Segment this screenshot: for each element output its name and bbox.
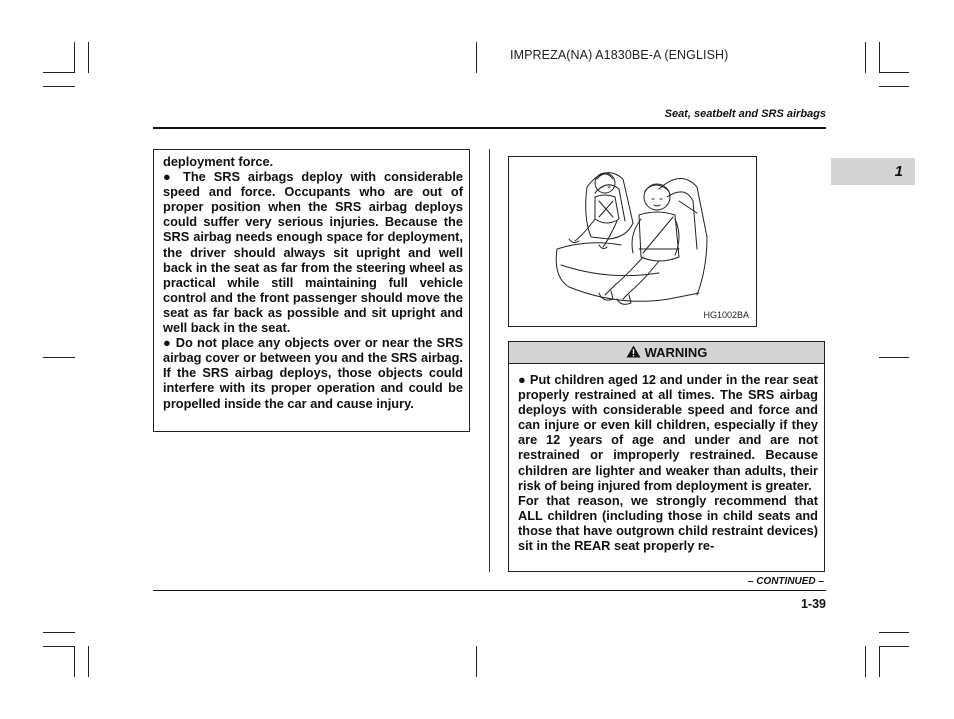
caution-text-box	[153, 149, 470, 432]
crop-mark	[74, 42, 75, 73]
crop-mark	[88, 646, 89, 677]
crop-mark	[43, 632, 75, 633]
section-title: Seat, seatbelt and SRS airbags	[664, 108, 826, 120]
warning-body	[509, 364, 824, 553]
column-divider	[489, 149, 490, 572]
crop-mark	[476, 42, 477, 73]
crop-mark	[476, 646, 477, 677]
child-seat-illustration	[509, 157, 756, 326]
paragraph: deployment force.	[163, 154, 274, 169]
continued-label: – CONTINUED –	[747, 576, 824, 587]
crop-mark	[879, 646, 909, 647]
crop-mark	[879, 42, 880, 73]
crop-mark	[43, 86, 75, 87]
paragraph: For that reason, we strongly recommend that ALL children (including those in child seats and those that have outgrown child restraint devices) sit in the REAR seat properly re-	[518, 492, 818, 554]
paragraph: ● Do not place any objects over or near the SRS airbag cover or between you and the SRS airbag. If the SRS airbag deploys, those objects could interfere with its proper operation and could be propelled inside the car and cause injury.	[163, 335, 463, 411]
page-number: 1-39	[800, 597, 826, 611]
crop-mark	[43, 357, 75, 358]
header-rule	[153, 127, 826, 129]
warning-triangle-icon	[626, 345, 641, 358]
chapter-tab: 1	[831, 158, 915, 185]
crop-mark	[43, 646, 75, 647]
crop-mark	[865, 42, 866, 73]
paragraph: ● Put children aged 12 and under in the rear seat properly restrained at all times. The SRS airbag deploys with considerable speed and force and can injure or even kill children, especially if they are 12 years of age and under and are not restrained or improperly restrained. Because children are lighter and weaker than adults, their risk of being injured from deployment is greater.	[518, 372, 818, 493]
crop-mark	[43, 72, 75, 73]
paragraph: ● The SRS airbags deploy with considerable speed and force. Occupants who are out of proper position when the SRS airbag deploys could suffer very serious injuries. Because the SRS airbag needs enough space for deployment, the driver should always sit upright and well back in the seat as far from the steering wheel as practical while still maintaining full vehicle control and the front passenger should move the seat as far back as possible and sit upright and well back in the seat.	[163, 169, 463, 336]
crop-mark	[879, 646, 880, 677]
crop-mark	[879, 357, 909, 358]
warning-title: WARNING	[644, 345, 708, 360]
crop-mark	[879, 632, 909, 633]
illustration-figure	[508, 156, 757, 327]
crop-mark	[865, 646, 866, 677]
crop-mark	[74, 646, 75, 677]
document-id: IMPREZA(NA) A1830BE-A (ENGLISH)	[510, 48, 729, 62]
crop-mark	[879, 72, 909, 73]
figure-label: HG1002BA	[703, 310, 749, 320]
footer-rule	[153, 590, 826, 591]
warning-header	[509, 342, 824, 364]
crop-mark	[879, 86, 909, 87]
warning-box	[508, 341, 825, 572]
crop-mark	[88, 42, 89, 73]
